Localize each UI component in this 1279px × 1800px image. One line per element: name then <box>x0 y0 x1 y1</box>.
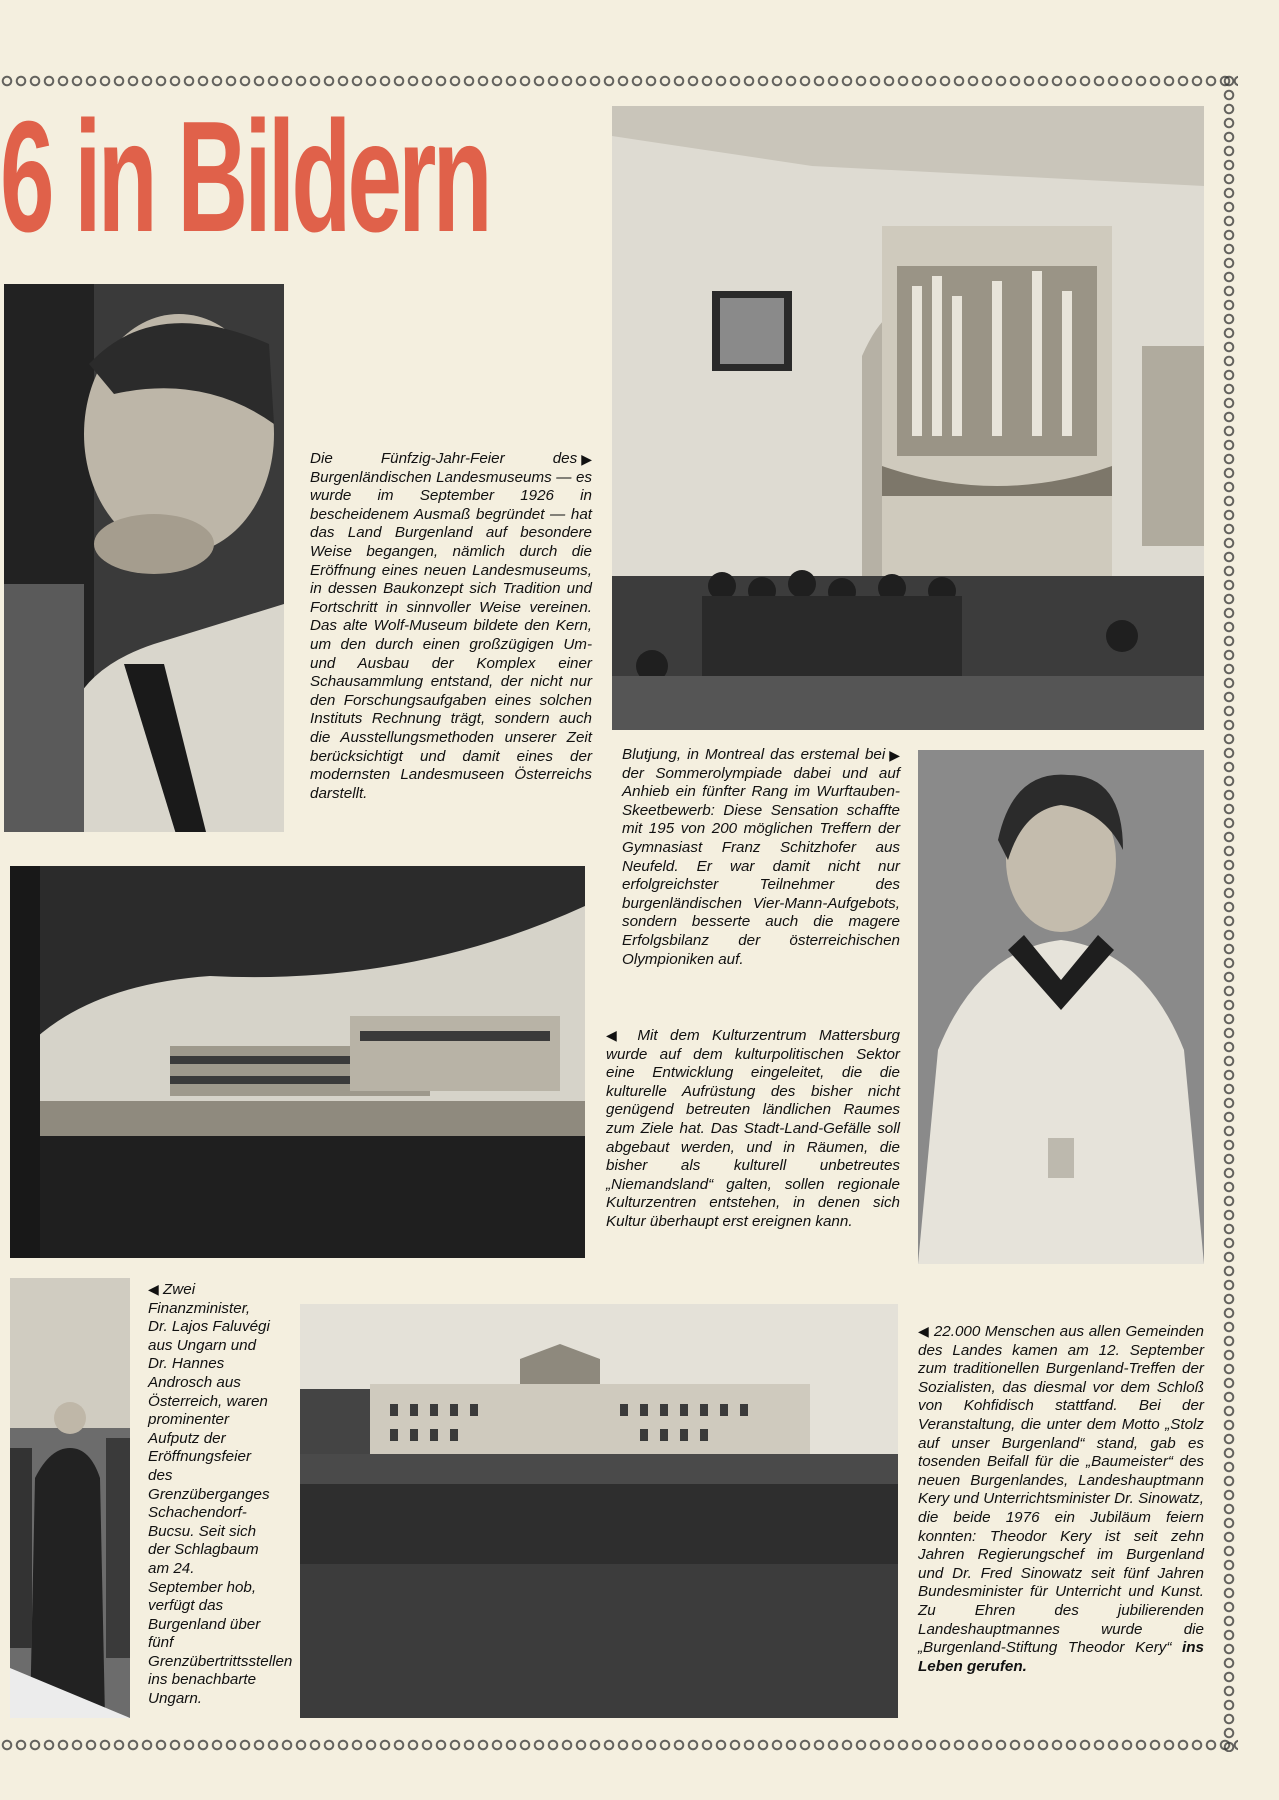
arrow-left-icon: ◀ <box>606 1027 625 1043</box>
caption-treffen-ending: ins Leben gerufen. <box>918 1639 1204 1675</box>
arrow-right-icon: ▶ <box>581 451 592 467</box>
photo-young-man <box>918 750 1204 1264</box>
arrow-left-icon: ◀ <box>148 1281 159 1297</box>
arrow-left-icon: ◀ <box>918 1323 930 1339</box>
photo-kulturzentrum <box>10 866 585 1258</box>
photo-organ-concert <box>612 106 1204 730</box>
caption-treffen-text: 22.000 Menschen aus allen Gemeinden des Landes kamen am 12. September zum traditionellen Burgenland-Treffen der Sozialisten, das diesmal vor dem Schloß von Kohfidisch stattfand. Bei der Veranstaltung, die unter dem Motto „Stolz auf unser Burgenland“ stand, gab es tosenden Beifall für die „Baumeister“ des neuen Burgenlandes, Landeshauptmann Kery und Unterrichtsminister Dr. Sinowatz, die beide 1976 ein Jubiläum feiern konnten: Theodor Kery ist seit zehn Jahren Regierungschef im Burgenland und Dr. Fred Sinowatz seit fünf Jahren Bundesminister für Unterricht und Kunst. Zu Ehren des jubilierenden Landeshauptmannes wurde die „Burgenland-Stiftung Theodor Kery“ <box>918 1323 1204 1657</box>
photo-crowd-castle <box>300 1304 898 1718</box>
caption-museum <box>310 450 592 803</box>
caption-treffen <box>918 1322 1204 1676</box>
arrow-right-icon: ▶ <box>889 747 900 763</box>
caption-finanzminister <box>148 1280 293 1709</box>
caption-olympia <box>622 746 900 969</box>
headline: 6 in Bildern <box>0 89 489 265</box>
caption-olympia-text: Blutjung, in Montreal das erstemal bei der Sommerolympiade dabei und auf Anhieb ein fünfter Rang im Wurftauben-Skeetbewerb: Diese Sensation schaffte mit 195 von 200 möglichen Treffern der Gymnasiast Franz Schitzhofer aus Neufeld. Er war damit nicht nur erfolgreichster Teilnehmer des burgenländischen Vier-Mann-Aufgebots, sondern besserte auch die magere Erfolgsbilanz der österreichischen Olympioniken auf. <box>622 746 900 968</box>
caption-museum-text: Die Fünfzig-Jahr-Feier des Burgenländischen Landesmuseums — es wurde im September 1926 in bescheidenem Ausmaß begründet — hat das Land Burgenland auf besondere Weise begangen, nämlich durch die Eröffnung eines neuen Landesmuseums, in dessen Baukonzept sich Tradition und Fortschritt in sinnvoller Weise vereinen. Das alte Wolf-Museum bildete den Kern, um den durch einen großzügigen Um- und Ausbau der Komplex einer Schausammlung entstand, der nicht nur den Forschungsaufgaben eines solchen Instituts Rechnung trägt, sondern auch die Ausstellungsmethoden unserer Zeit berücksichtigt und damit eines der modernsten Landesmuseen Österreichs darstellt. <box>310 450 592 802</box>
caption-kulturzentrum <box>606 1026 900 1232</box>
ornamental-border-bottom <box>0 1738 1238 1752</box>
caption-kulturzentrum-text: Mit dem Kulturzentrum Mattersburg wurde auf dem kulturpolitischen Sektor eine Entwicklung eingeleitet, die die kulturelle Aufrüstung des bisher nicht genügend betreuten ländlichen Raumes zum Ziele hat. Das Stadt-Land-Gefälle soll abgebaut werden, und in Räumen, die bisher als kulturell unbetreutes „Niemandsland“ galten, sollen regionale Kulturzentren entstehen, in denen sich Kultur überhaupt erst ereignen kann. <box>606 1027 900 1230</box>
caption-finanzminister-text: Zwei Finanzminister, Dr. Lajos Faluvégi aus Ungarn und Dr. Hannes Androsch aus Österreich, waren prominenter Aufputz der Eröffnungsfeier des Grenzüberganges Schachendorf-Bucsu. Seit sich der Schlagbaum am 24. September hob, verfügt das Burgenland über fünf Grenzübertrittsstellen ins benachbarte Ungarn. <box>148 1281 293 1708</box>
ornamental-border-top <box>0 74 1238 88</box>
photo-finanzminister <box>10 1278 130 1718</box>
photo-man-profile <box>4 284 284 832</box>
ornamental-border-right <box>1222 74 1236 1752</box>
